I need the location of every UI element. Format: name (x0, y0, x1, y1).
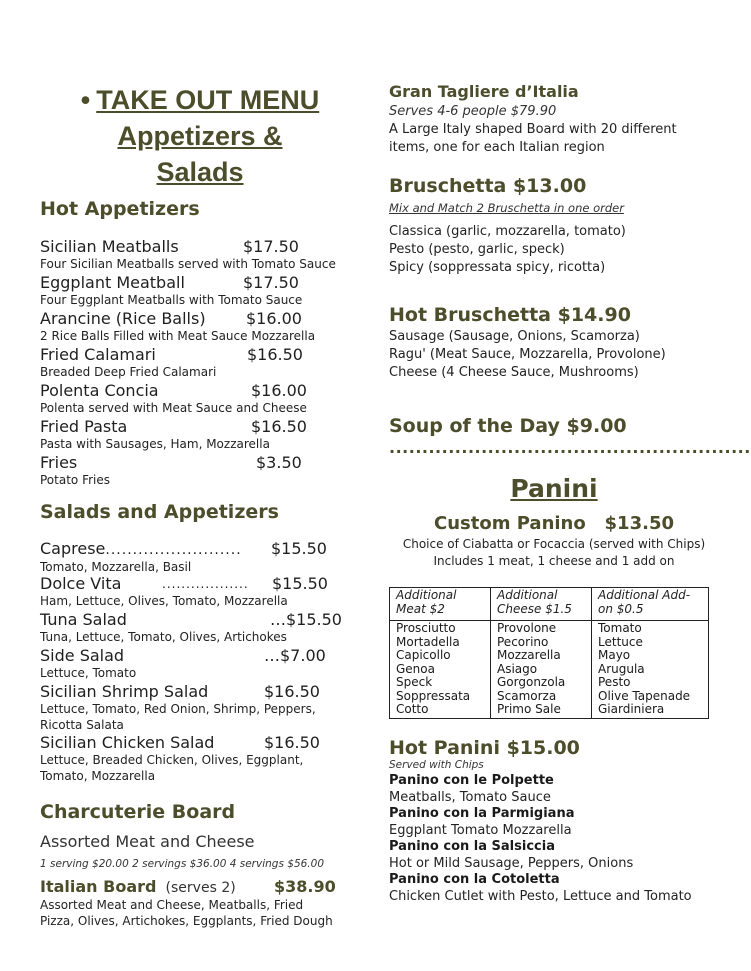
menu-title-line2: Appetizers & (117, 121, 283, 151)
bruschetta-note: Mix and Match 2 Bruschetta in one order (389, 201, 624, 215)
addon-options (592, 621, 709, 719)
item-desc: Tuna, Lettuce, Tomato, Olives, Artichokes (40, 630, 287, 644)
item-desc: 2 Rice Balls Filled with Meat Sauce Mozzarella (40, 329, 316, 343)
item-desc: Polenta served with Meat Sauce and Cheese (40, 401, 307, 415)
hot-bruschetta-item: Ragu' (Meat Sauce, Mozzarella, Provolone) (389, 347, 666, 362)
list-item: Genoa (396, 661, 435, 676)
panino-name: Panino con la Cotoletta (389, 872, 560, 887)
italian-board-price: $38.90 (274, 877, 336, 896)
column-header: Additional Add-on $0.5 (592, 588, 709, 621)
soup-heading: Soup of the Day $9.00 (389, 415, 627, 437)
charcuterie-servings: 1 serving $20.00 2 servings $36.00 4 servings $56.00 (40, 858, 324, 870)
list-item: Lettuce (598, 634, 643, 649)
menu-item (40, 274, 360, 308)
hot-bruschetta-heading: Hot Bruschetta $14.90 (389, 304, 631, 326)
menu-title-line1: TAKE OUT MENU (96, 85, 320, 115)
item-desc: Lettuce, Tomato (40, 666, 137, 680)
column-header: Additional Cheese $1.5 (491, 588, 592, 621)
item-desc: Lettuce, Breaded Chicken, Olives, Eggplant, (40, 753, 304, 767)
item-name-text: Caprese (40, 539, 106, 558)
menu-item (40, 611, 360, 645)
hot-bruschetta-item: Cheese (4 Cheese Sauce, Mushrooms) (389, 365, 639, 380)
hot-panini-note: Served with Chips (389, 759, 484, 771)
panini-heading: Panini (510, 474, 598, 503)
leader-dots: ......................... (105, 542, 242, 558)
item-name: Polenta Concia (40, 381, 159, 400)
item-name: Sicilian Shrimp Salad (40, 682, 209, 701)
italian-board-name: Italian Board (40, 877, 157, 896)
list-item: Capicollo (396, 648, 451, 662)
menu-item (40, 310, 360, 344)
table-header-row (390, 588, 709, 621)
gran-tagliere-serves: Serves 4-6 people $79.90 (389, 104, 557, 119)
list-item: Provolone (497, 621, 557, 635)
custom-panino-desc2: Includes 1 meat, 1 cheese and 1 add on (433, 554, 675, 568)
item-desc: Ham, Lettuce, Olives, Tomato, Mozzarella (40, 594, 288, 608)
menu-item (40, 575, 360, 609)
custom-panino-heading: Custom Panino $13.50 (433, 513, 674, 534)
menu-item (40, 683, 360, 733)
item-name: Fries (40, 453, 78, 472)
item-desc-line2: Ricotta Salata (40, 718, 124, 732)
menu-item (40, 382, 360, 416)
item-price: $16.50 (247, 345, 303, 364)
panino-desc: Meatballs, Tomato Sauce (389, 789, 551, 805)
list-item: Speck (396, 675, 433, 689)
item-price: $16.50 (264, 733, 320, 752)
menu-title-line3: Salads (156, 157, 244, 187)
list-item: Pecorino (497, 634, 549, 649)
panino-desc: Eggplant Tomato Mozzarella (389, 822, 572, 838)
soup-divider-dots: ....................................................... (389, 438, 751, 457)
item-name: Eggplant Meatball (40, 273, 185, 292)
italian-board-desc2: Pizza, Olives, Artichokes, Eggplants, Fried Dough (40, 914, 333, 928)
item-name: Sicilian Meatballs (40, 237, 179, 256)
item-price: $15.50 (271, 539, 327, 558)
item-desc: Pasta with Sausages, Ham, Mozzarella (40, 437, 270, 451)
item-desc: Four Sicilian Meatballs served with Tomato Sauce (40, 257, 336, 271)
menu-title (40, 82, 360, 190)
item-desc-line2: Tomato, Mozzarella (40, 769, 156, 783)
list-item: Pesto (598, 675, 631, 689)
item-price: $16.00 (251, 381, 307, 400)
bruschetta-item: Classica (garlic, mozzarella, tomato) (389, 224, 626, 239)
item-price: $16.00 (246, 309, 302, 328)
menu-item (40, 454, 360, 488)
item-name: Fried Calamari (40, 345, 156, 364)
item-name: Dolce Vita (40, 574, 122, 593)
bruschetta-heading: Bruschetta $13.00 (389, 175, 587, 197)
menu-item (40, 346, 360, 380)
list-item: Cotto (396, 702, 429, 716)
panino-desc: Hot or Mild Sausage, Peppers, Onions (389, 855, 634, 871)
list-item: Asiago (497, 661, 538, 676)
hot-appetizers-heading: Hot Appetizers (40, 198, 200, 220)
item-name: Fried Pasta (40, 417, 128, 436)
gran-tagliere-desc2: items, one for each Italian region (389, 140, 605, 155)
charcuterie-subheading: Assorted Meat and Cheese (40, 832, 255, 851)
item-desc: Tomato, Mozzarella, Basil (40, 560, 192, 574)
bruschetta-item: Spicy (soppressata spicy, ricotta) (389, 260, 606, 275)
item-name: Tuna Salad (40, 610, 127, 629)
item-price: $17.50 (243, 237, 299, 256)
menu-item (40, 734, 360, 784)
gran-tagliere-heading: Gran Tagliere d’Italia (389, 82, 579, 101)
item-price: $3.50 (256, 453, 302, 472)
charcuterie-heading: Charcuterie Board (40, 801, 236, 823)
panino-name: Panino con la Salsiccia (389, 839, 555, 854)
item-desc: Breaded Deep Fried Calamari (40, 365, 217, 379)
list-item: Arugula (598, 661, 645, 676)
panino-desc: Chicken Cutlet with Pesto, Lettuce and Tomato (389, 888, 692, 904)
list-item: Mayo (598, 648, 631, 662)
panino-name: Panino con la Parmigiana (389, 806, 575, 821)
menu-item (40, 418, 360, 452)
table-row (390, 621, 709, 719)
item-price: …$15.50 (270, 610, 342, 629)
item-price: …$7.00 (264, 646, 326, 665)
cheese-options (491, 621, 592, 719)
item-name: Arancine (Rice Balls) (40, 309, 206, 328)
list-item: Giardiniera (598, 702, 665, 716)
menu-item (40, 238, 360, 272)
item-name: Side Salad (40, 646, 125, 665)
list-item: Prosciutto (396, 621, 456, 635)
item-desc: Potato Fries (40, 473, 111, 487)
bruschetta-item: Pesto (pesto, garlic, speck) (389, 242, 565, 257)
menu-item (40, 647, 360, 681)
item-price: $17.50 (243, 273, 299, 292)
meat-options (390, 621, 491, 719)
panino-name: Panino con le Polpette (389, 773, 554, 788)
list-item: Olive Tapenade (598, 688, 691, 703)
custom-panino-desc1: Choice of Ciabatta or Focaccia (served with Chips) (402, 537, 706, 551)
gran-tagliere-desc1: A Large Italy shaped Board with 20 different (389, 122, 677, 137)
column-header: Additional Meat $2 (390, 588, 491, 621)
menu-item (40, 540, 360, 575)
list-item: Tomato (598, 621, 642, 635)
item-desc: Lettuce, Tomato, Red Onion, Shrimp, Peppers, (40, 702, 316, 716)
list-item: Mozzarella (497, 648, 561, 662)
italian-board-serves: (serves 2) (165, 880, 236, 896)
italian-board-desc1: Assorted Meat and Cheese, Meatballs, Fried (40, 898, 304, 912)
item-name: Sicilian Chicken Salad (40, 733, 215, 752)
list-item: Mortadella (396, 634, 460, 649)
list-item: Primo Sale (497, 702, 561, 716)
salads-heading: Salads and Appetizers (40, 501, 279, 523)
hot-panini-list (389, 773, 729, 905)
item-desc: Four Eggplant Meatballs with Tomato Sauce (40, 293, 303, 307)
list-item: Soppressata (396, 688, 471, 703)
hot-panini-heading: Hot Panini $15.00 (389, 737, 580, 759)
item-price: $16.50 (264, 682, 320, 701)
leader-dots: .................. (162, 577, 249, 591)
italian-board (40, 877, 360, 929)
list-item: Gorgonzola (497, 675, 566, 689)
item-price: $16.50 (251, 417, 307, 436)
bullet-icon: • (80, 85, 91, 115)
item-price: $15.50 (272, 574, 328, 593)
hot-bruschetta-item: Sausage (Sausage, Onions, Scamorza) (389, 329, 640, 344)
add-on-table (389, 587, 709, 719)
list-item: Scamorza (497, 688, 557, 703)
